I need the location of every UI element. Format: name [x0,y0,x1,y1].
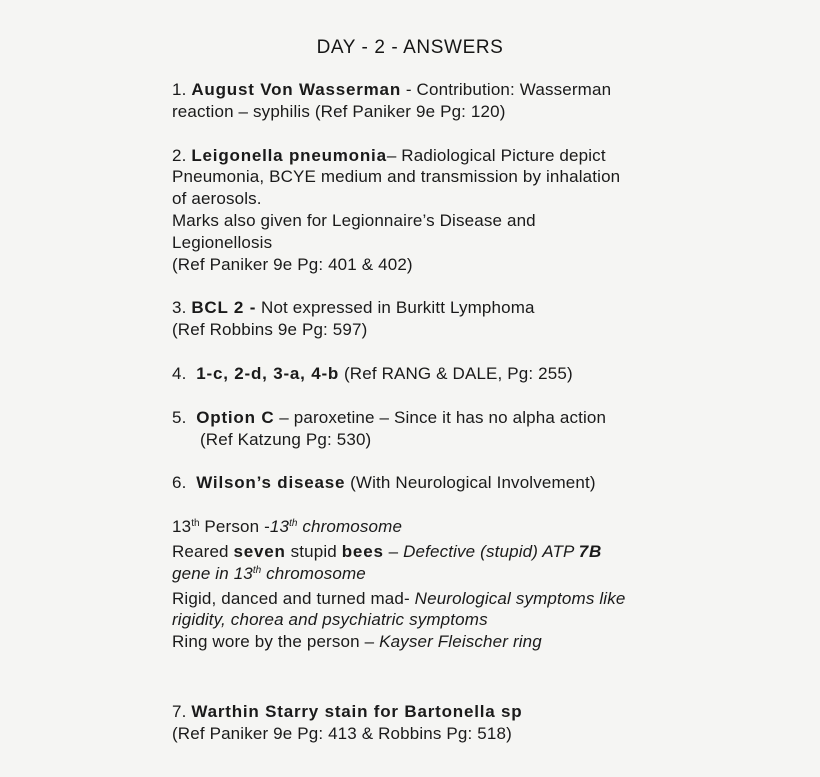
text-segment: Legionellosis [172,232,273,252]
text-segment: Wilson’s disease [196,473,346,493]
text-segment: (Ref RANG & DALE, Pg: 255) [339,363,573,383]
text-segment: – paroxetine – Since it has no alpha action [274,407,607,427]
text-segment: chromosome [261,563,366,583]
answer-1 [172,79,677,123]
text-segment: Option C [196,407,275,427]
text-segment: th [252,564,262,576]
answer-3 [172,297,677,341]
text-segment: 1. [172,80,192,99]
answer-4 [172,363,677,385]
text-segment: 3. [172,298,192,318]
text-segment: Ring wore by the person – [172,632,380,652]
text-segment: – [383,541,404,561]
text-segment: 1-c, 2-d, 3-a, 4-b [196,363,340,383]
text-segment: Kayser Fleischer ring [379,632,542,652]
text-segment: 4. [172,363,197,383]
text-segment: 5. [172,407,197,427]
answer-6 [172,472,677,494]
text-segment: Neurological symptoms like [414,588,626,608]
text-segment: stupid [285,541,342,561]
text-segment: 13 [172,517,192,537]
text-segment: chromosome [297,517,403,537]
answer-6-mnemonic [172,516,677,653]
answer-7 [172,701,677,745]
text-segment: Reared [172,541,234,561]
text-segment: Rigid, danced and turned mad- [172,588,415,608]
text-segment: – Radiological Picture depict [386,145,606,165]
text-segment: 13 [269,517,290,537]
text-segment: August Von Wasserman [191,80,401,99]
text-segment: th [191,518,200,530]
answer-5 [172,407,677,451]
text-segment: 7B [578,541,603,561]
text-segment: reaction – syphilis (Ref Paniker 9e Pg: 120) [172,101,506,121]
text-segment: th [289,518,298,530]
text-segment: (Ref Paniker 9e Pg: 401 & 402) [172,254,413,274]
text-segment: Defective (stupid) ATP [403,541,579,561]
text-segment: seven [233,541,286,561]
answers-list [172,79,677,745]
text-segment: Leigonella pneumonia [191,145,387,165]
answer-2 [172,145,677,276]
text-segment: 2. [172,145,192,165]
text-segment: Marks also given for Legionnaire’s Disease and [172,210,536,230]
text-segment: (Ref Katzung Pg: 530) [200,429,372,449]
text-segment: of aerosols. [172,189,262,209]
text-segment: Pneumonia, BCYE medium and transmission by inhalation [172,167,621,187]
text-segment: (Ref Paniker 9e Pg: 413 & Robbins Pg: 518) [172,723,512,743]
page-title: DAY - 2 - ANSWERS [316,37,504,58]
text-segment: gene in 13 [172,563,253,583]
text-segment: 7. [172,701,192,721]
text-segment: (With Neurological Involvement) [345,473,596,493]
text-segment: rigidity, chorea and psychiatric symptoms [172,610,488,630]
text-segment: bees [341,541,384,561]
text-segment: Not expressed in Burkitt Lymphoma [256,298,535,318]
text-segment: (Ref Robbins 9e Pg: 597) [172,320,368,340]
text-segment: 6. [172,473,197,493]
text-segment: - Contribution: Wasserman [401,80,612,99]
text-segment: Person - [199,517,270,537]
text-segment: BCL 2 - [191,298,257,318]
text-segment: Warthin Starry stain for Bartonella sp [191,701,523,721]
